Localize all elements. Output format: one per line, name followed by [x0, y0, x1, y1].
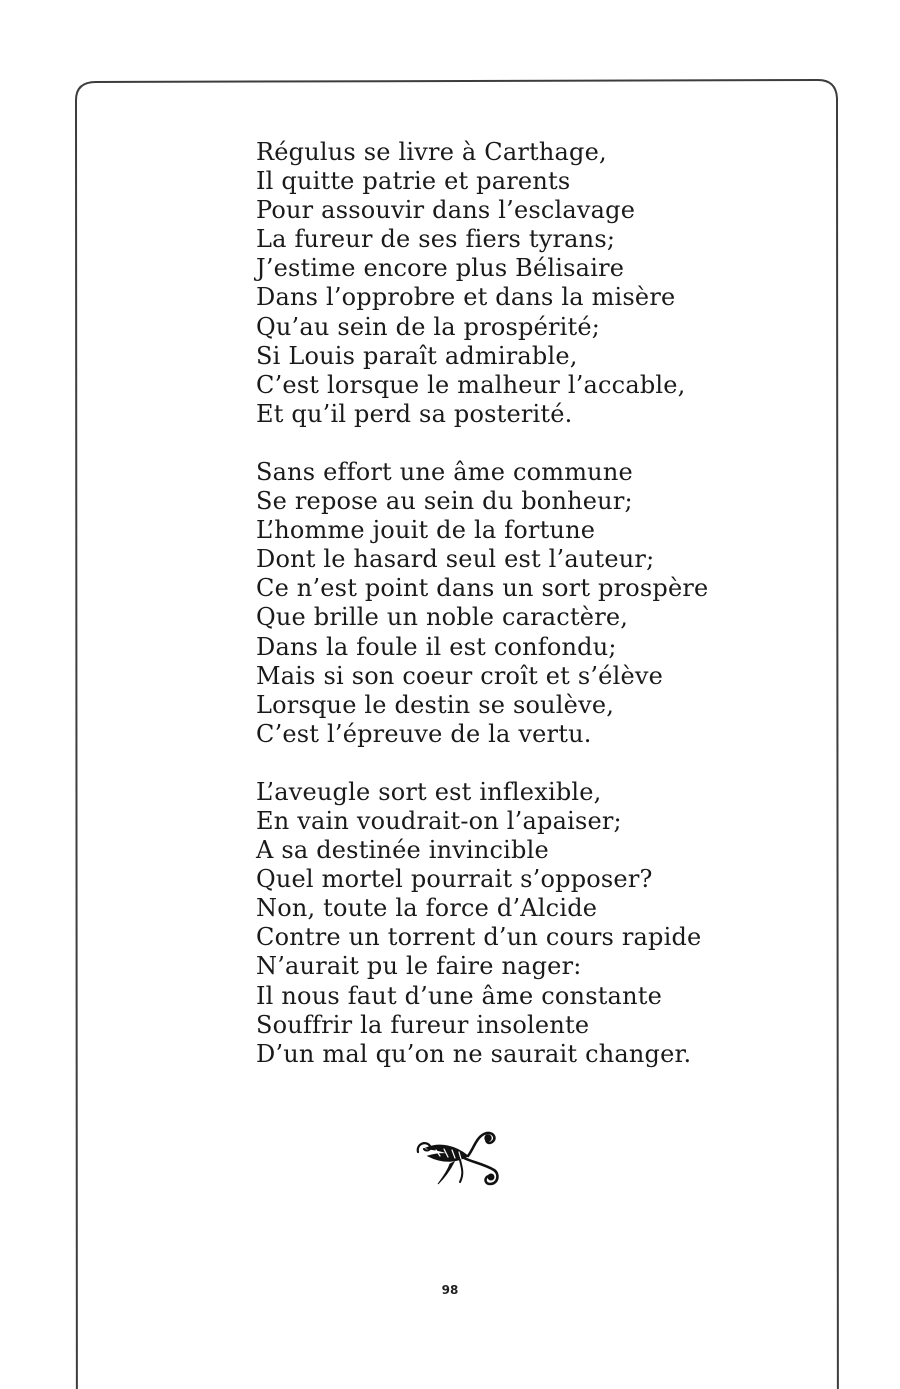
- verse-line: Qu’au sein de la prospérité;: [256, 312, 601, 341]
- stanza-2: [256, 458, 816, 749]
- stanza-1: [256, 138, 816, 429]
- verse-line: Dans la foule il est confondu;: [256, 632, 617, 661]
- verse-line: Que brille un noble caractère,: [256, 603, 629, 632]
- verse-line: L’aveugle sort est inflexible,: [256, 777, 602, 806]
- verse-line: Souffrir la fureur insolente: [256, 1010, 590, 1039]
- verse-line: Et qu’il perd sa posterité.: [256, 399, 573, 428]
- verse-line: A sa destinée invincible: [256, 836, 549, 865]
- verse-line: Contre un torrent d’un cours rapide: [256, 923, 702, 952]
- verse-line: Ce n’est point dans un sort prospère: [256, 574, 709, 603]
- verse-line: Régulus se livre à Carthage,: [256, 138, 607, 166]
- page-number: 98: [441, 1283, 459, 1297]
- verse-line: Lorsque le destin se soulève,: [256, 690, 615, 719]
- verse-line: C’est lorsque le malheur l’accable,: [256, 370, 686, 399]
- verse-line: Dont le hasard seul est l’auteur;: [256, 545, 655, 574]
- verse-line: L’homme jouit de la fortune: [256, 516, 596, 545]
- poem: [256, 138, 816, 1098]
- verse-line: Il quitte patrie et parents: [256, 167, 571, 196]
- stanza-3: [256, 778, 816, 1069]
- verse-line: J’estime encore plus Bélisaire: [256, 254, 625, 283]
- verse-line: D’un mal qu’on ne saurait changer.: [256, 1039, 692, 1068]
- verse-line: N’aurait pu le faire nager:: [256, 952, 582, 981]
- verse-line: Pour assouvir dans l’esclavage: [256, 196, 636, 225]
- verse-line: Quel mortel pourrait s’opposer?: [256, 865, 653, 894]
- verse-line: C’est l’épreuve de la vertu.: [256, 719, 592, 748]
- verse-line: Se repose au sein du bonheur;: [256, 487, 633, 516]
- floral-vignette-icon: [414, 1126, 502, 1190]
- verse-line: Mais si son coeur croît et s’élève: [256, 661, 664, 690]
- verse-line: La fureur de ses fiers tyrans;: [256, 225, 616, 254]
- verse-line: En vain voudrait-on l’apaiser;: [256, 806, 622, 835]
- verse-line: Non, toute la force d’Alcide: [256, 894, 598, 923]
- verse-line: Si Louis paraît admirable,: [256, 341, 578, 370]
- verse-line: Il nous faut d’une âme constante: [256, 981, 662, 1010]
- verse-line: Dans l’opprobre et dans la misère: [256, 283, 676, 312]
- verse-line: Sans effort une âme commune: [256, 457, 633, 486]
